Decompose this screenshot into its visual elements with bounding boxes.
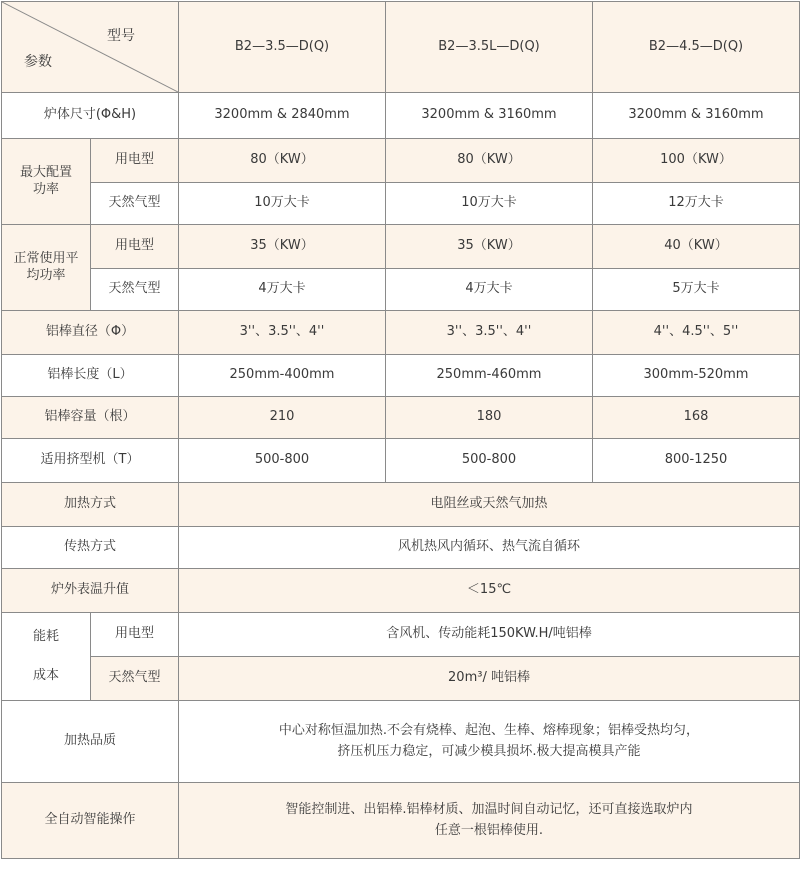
model-header-1: B2—3.5—D(Q) xyxy=(179,2,386,93)
table-cell: 风机热风内循环、热气流自循环 xyxy=(179,527,800,569)
table-cell: 4万大卡 xyxy=(179,269,386,311)
table-cell: 500-800 xyxy=(386,439,593,483)
table-cell: 10万大卡 xyxy=(179,183,386,225)
row-label: 加热方式 xyxy=(2,483,179,527)
row-label: 加热品质 xyxy=(2,701,179,783)
energy-label-line1: 能耗 xyxy=(32,629,59,645)
table-cell: 3''、3.5''、4'' xyxy=(179,311,386,355)
quality-text-line2: 挤压机压力稳定，可减少模具损坏.极大提高模具产能 xyxy=(337,743,641,759)
table-cell: 168 xyxy=(593,397,800,439)
row-quality xyxy=(2,701,800,783)
sub-label: 用电型 xyxy=(91,225,179,269)
model-header-3: B2—4.5—D(Q) xyxy=(593,2,800,93)
row-label: 铝棒长度（L） xyxy=(2,355,179,397)
row-avg-power-electric xyxy=(2,225,800,269)
table-cell: 800-1250 xyxy=(593,439,800,483)
row-length xyxy=(2,355,800,397)
table-cell: 250mm-460mm xyxy=(386,355,593,397)
row-surface-temp xyxy=(2,569,800,613)
row-diameter xyxy=(2,311,800,355)
row-automation xyxy=(2,783,800,859)
table-cell: 3200mm & 3160mm xyxy=(593,93,800,139)
row-label: 铝棒直径（Φ） xyxy=(2,311,179,355)
sub-label: 天然气型 xyxy=(91,657,179,701)
automation-text-line2: 任意一根铝棒使用. xyxy=(434,822,544,838)
corner-model-label: 型号 xyxy=(107,28,135,44)
row-energy-gas xyxy=(2,657,800,701)
row-size xyxy=(2,93,800,139)
row-max-power-gas xyxy=(2,183,800,225)
row-label: 炉体尺寸(Φ&H) xyxy=(2,93,179,139)
quality-text-line1: 中心对称恒温加热.不会有烧棒、起泡、生棒、熔棒现象；铝棒受热均匀， xyxy=(278,723,700,739)
table-cell: 250mm-400mm xyxy=(179,355,386,397)
row-label: 传热方式 xyxy=(2,527,179,569)
table-cell: 4''、4.5''、5'' xyxy=(593,311,800,355)
row-avg-power-gas xyxy=(2,269,800,311)
row-label: 全自动智能操作 xyxy=(2,783,179,859)
sub-label: 用电型 xyxy=(91,139,179,183)
row-label: 适用挤型机（T） xyxy=(2,439,179,483)
table-cell: 80（KW） xyxy=(179,139,386,183)
row-max-power-electric xyxy=(2,139,800,183)
table-cell: 40（KW） xyxy=(593,225,800,269)
corner-param-label: 参数 xyxy=(24,54,52,70)
table-cell: 3200mm & 2840mm xyxy=(179,93,386,139)
table-cell xyxy=(179,701,800,783)
table-cell: 4万大卡 xyxy=(386,269,593,311)
automation-text-line1: 智能控制进、出铝棒.铝棒材质、加温时间自动记忆，还可直接选取炉内 xyxy=(285,802,693,818)
row-label: 最大配置功率 xyxy=(2,139,91,225)
table-cell: 20m³/ 吨铝棒 xyxy=(179,657,800,701)
row-label: 正常使用平均功率 xyxy=(2,225,91,311)
table-cell: 3200mm & 3160mm xyxy=(386,93,593,139)
table-cell: 210 xyxy=(179,397,386,439)
table-cell: 12万大卡 xyxy=(593,183,800,225)
table-cell: 80（KW） xyxy=(386,139,593,183)
header-row xyxy=(2,2,800,93)
spec-table xyxy=(1,1,800,859)
row-extruder xyxy=(2,439,800,483)
row-transfer xyxy=(2,527,800,569)
table-cell: 含风机、传动能耗150KW.H/吨铝棒 xyxy=(179,613,800,657)
table-cell: 电阻丝或天然气加热 xyxy=(179,483,800,527)
row-label: 炉外表温升值 xyxy=(2,569,179,613)
table-cell: 180 xyxy=(386,397,593,439)
sub-label: 用电型 xyxy=(91,613,179,657)
table-cell: 35（KW） xyxy=(179,225,386,269)
row-energy-electric xyxy=(2,613,800,657)
row-heating xyxy=(2,483,800,527)
energy-label-line2: 成本 xyxy=(32,667,59,683)
header-diagonal-line xyxy=(2,2,178,92)
table-cell: 300mm-520mm xyxy=(593,355,800,397)
model-header-2: B2—3.5L—D(Q) xyxy=(386,2,593,93)
table-cell: 500-800 xyxy=(179,439,386,483)
table-cell: 3''、3.5''、4'' xyxy=(386,311,593,355)
table-cell: 5万大卡 xyxy=(593,269,800,311)
header-corner-cell xyxy=(2,2,179,93)
table-cell: ＜15℃ xyxy=(179,569,800,613)
table-cell xyxy=(179,783,800,859)
table-cell: 35（KW） xyxy=(386,225,593,269)
row-capacity xyxy=(2,397,800,439)
sub-label: 天然气型 xyxy=(91,269,179,311)
sub-label: 天然气型 xyxy=(91,183,179,225)
row-label: 铝棒容量（根） xyxy=(2,397,179,439)
row-label xyxy=(2,613,91,701)
table-cell: 100（KW） xyxy=(593,139,800,183)
table-cell: 10万大卡 xyxy=(386,183,593,225)
